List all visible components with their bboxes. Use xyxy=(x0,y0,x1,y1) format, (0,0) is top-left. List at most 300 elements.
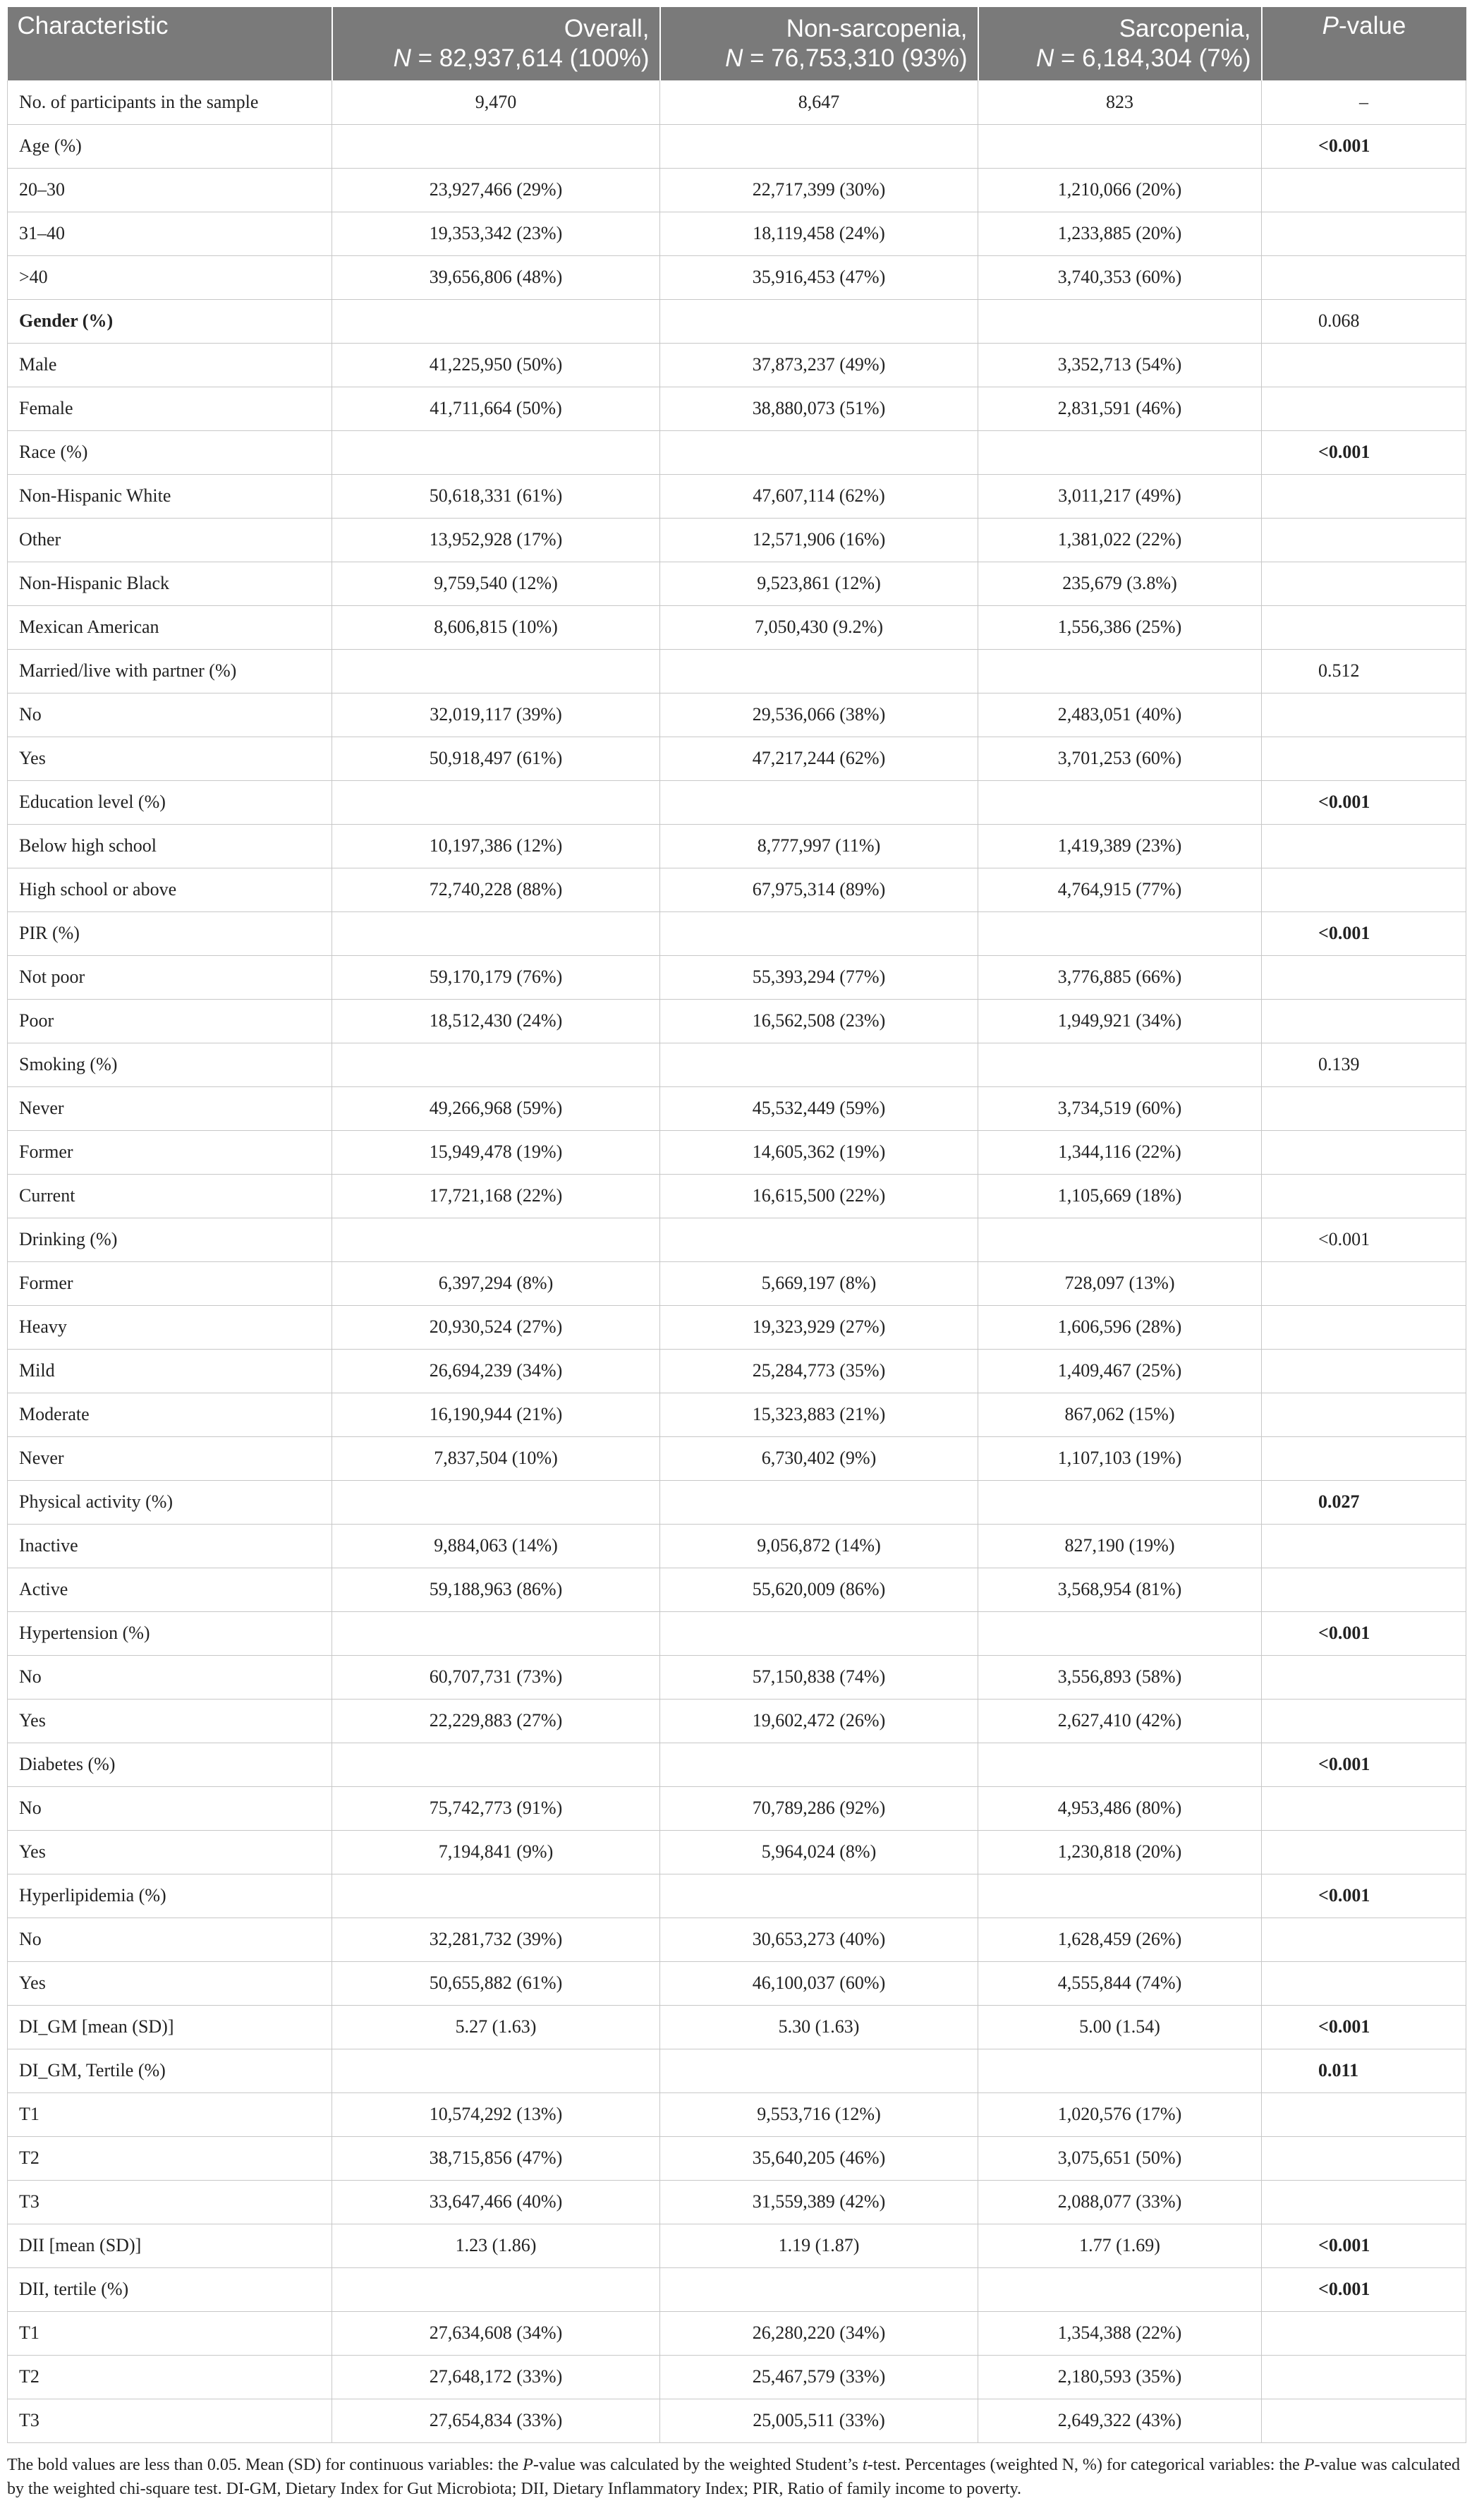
cell-non-sarcopenia: 5,964,024 (8%) xyxy=(660,1830,978,1874)
cell-sarcopenia: 728,097 (13%) xyxy=(978,1261,1262,1305)
row-label: No xyxy=(8,1918,332,1961)
cell-sarcopenia: 2,180,593 (35%) xyxy=(978,2355,1262,2399)
cell-overall: 10,197,386 (12%) xyxy=(332,824,660,868)
cell-p-value: <0.001 xyxy=(1262,124,1466,168)
table-row-category xyxy=(8,1218,1466,1261)
cell-overall: 9,470 xyxy=(332,80,660,124)
cell-sarcopenia: 1,381,022 (22%) xyxy=(978,518,1262,562)
cell-overall: 75,742,773 (91%) xyxy=(332,1786,660,1830)
row-label: Diabetes (%) xyxy=(8,1743,332,1786)
cell-sarcopenia: 3,740,353 (60%) xyxy=(978,255,1262,299)
cell-overall: 15,949,478 (19%) xyxy=(332,1130,660,1174)
row-label: Yes xyxy=(8,1961,332,2005)
cell-p-value xyxy=(1262,1349,1466,1393)
cell-overall: 39,656,806 (48%) xyxy=(332,255,660,299)
cell-sarcopenia: 1,409,467 (25%) xyxy=(978,1349,1262,1393)
row-label: 31–40 xyxy=(8,212,332,255)
row-label: Education level (%) xyxy=(8,780,332,824)
cell-p-value xyxy=(1262,212,1466,255)
row-label: Drinking (%) xyxy=(8,1218,332,1261)
cell-non-sarcopenia: 16,562,508 (23%) xyxy=(660,999,978,1043)
cell-sarcopenia: 1,210,066 (20%) xyxy=(978,168,1262,212)
row-label: Former xyxy=(8,1130,332,1174)
cell-overall: 16,190,944 (21%) xyxy=(332,1393,660,1436)
cell-non-sarcopenia: 14,605,362 (19%) xyxy=(660,1130,978,1174)
cell-sarcopenia: 1,230,818 (20%) xyxy=(978,1830,1262,1874)
row-label: Yes xyxy=(8,737,332,780)
row-label: Poor xyxy=(8,999,332,1043)
row-label: High school or above xyxy=(8,868,332,911)
table-row-category xyxy=(8,2049,1466,2092)
row-label: DII [mean (SD)] xyxy=(8,2224,332,2267)
cell-p-value xyxy=(1262,693,1466,737)
cell-sarcopenia: 1,020,576 (17%) xyxy=(978,2092,1262,2136)
cell-sarcopenia xyxy=(978,2049,1262,2092)
cell-overall: 27,654,834 (33%) xyxy=(332,2399,660,2442)
cell-sarcopenia: 3,352,713 (54%) xyxy=(978,343,1262,387)
cell-overall xyxy=(332,430,660,474)
cell-sarcopenia: 1,354,388 (22%) xyxy=(978,2311,1262,2355)
cell-overall xyxy=(332,1218,660,1261)
cell-p-value: <0.001 xyxy=(1262,911,1466,955)
table-row xyxy=(8,1961,1466,2005)
cell-p-value xyxy=(1262,1918,1466,1961)
table-row xyxy=(8,1130,1466,1174)
cell-overall: 50,655,882 (61%) xyxy=(332,1961,660,2005)
cell-overall: 38,715,856 (47%) xyxy=(332,2136,660,2180)
cell-sarcopenia xyxy=(978,1043,1262,1086)
cell-non-sarcopenia: 8,647 xyxy=(660,80,978,124)
cell-overall: 1.23 (1.86) xyxy=(332,2224,660,2267)
cell-overall: 27,648,172 (33%) xyxy=(332,2355,660,2399)
row-label: Non-Hispanic Black xyxy=(8,562,332,605)
cell-sarcopenia: 1,233,885 (20%) xyxy=(978,212,1262,255)
table-row xyxy=(8,1655,1466,1699)
table-row xyxy=(8,518,1466,562)
cell-p-value xyxy=(1262,1524,1466,1568)
cell-non-sarcopenia: 45,532,449 (59%) xyxy=(660,1086,978,1130)
table-row xyxy=(8,1086,1466,1130)
cell-overall: 6,397,294 (8%) xyxy=(332,1261,660,1305)
table-row xyxy=(8,255,1466,299)
cell-sarcopenia: 2,483,051 (40%) xyxy=(978,693,1262,737)
table-footnote: The bold values are less than 0.05. Mean (SD) for continuous variables: the P-value was calculated by the weighted Student’s t-test. Percentages (weighted N, %) for categorical variables: the P-value was calculated by the weighted chi-square test. DI-GM, Dietary Index for Gut Microbiota; DII, Dietary Inflammatory Index; PIR, Ratio of family income to poverty. xyxy=(7,2455,1461,2498)
cell-overall: 23,927,466 (29%) xyxy=(332,168,660,212)
row-label: Moderate xyxy=(8,1393,332,1436)
cell-non-sarcopenia: 6,730,402 (9%) xyxy=(660,1436,978,1480)
table-row xyxy=(8,2136,1466,2180)
table-row xyxy=(8,343,1466,387)
cell-overall xyxy=(332,649,660,693)
cell-overall: 27,634,608 (34%) xyxy=(332,2311,660,2355)
cell-sarcopenia: 2,649,322 (43%) xyxy=(978,2399,1262,2442)
table-row-category xyxy=(8,649,1466,693)
cell-overall: 72,740,228 (88%) xyxy=(332,868,660,911)
table-row xyxy=(8,562,1466,605)
cell-sarcopenia xyxy=(978,1743,1262,1786)
cell-sarcopenia: 3,011,217 (49%) xyxy=(978,474,1262,518)
cell-p-value: 0.011 xyxy=(1262,2049,1466,2092)
cell-p-value xyxy=(1262,2092,1466,2136)
cell-non-sarcopenia xyxy=(660,911,978,955)
cell-sarcopenia: 1.77 (1.69) xyxy=(978,2224,1262,2267)
table-row xyxy=(8,2180,1466,2224)
cell-overall: 60,707,731 (73%) xyxy=(332,1655,660,1699)
cell-sarcopenia: 3,075,651 (50%) xyxy=(978,2136,1262,2180)
table-row-category xyxy=(8,299,1466,343)
cell-p-value: <0.001 xyxy=(1262,2267,1466,2311)
cell-overall: 49,266,968 (59%) xyxy=(332,1086,660,1130)
cell-sarcopenia: 1,107,103 (19%) xyxy=(978,1436,1262,1480)
cell-sarcopenia xyxy=(978,430,1262,474)
cell-p-value xyxy=(1262,1786,1466,1830)
cell-p-value xyxy=(1262,1261,1466,1305)
row-label: T2 xyxy=(8,2355,332,2399)
row-label: Female xyxy=(8,387,332,430)
table-row xyxy=(8,1786,1466,1830)
table-row xyxy=(8,2092,1466,2136)
table-row xyxy=(8,1393,1466,1436)
row-label: Former xyxy=(8,1261,332,1305)
cell-sarcopenia xyxy=(978,911,1262,955)
cell-p-value xyxy=(1262,1305,1466,1349)
cell-non-sarcopenia: 37,873,237 (49%) xyxy=(660,343,978,387)
table-row xyxy=(8,1918,1466,1961)
table-row xyxy=(8,1830,1466,1874)
cell-overall: 10,574,292 (13%) xyxy=(332,2092,660,2136)
row-label: Never xyxy=(8,1436,332,1480)
cell-overall: 26,694,239 (34%) xyxy=(332,1349,660,1393)
cell-overall: 5.27 (1.63) xyxy=(332,2005,660,2049)
row-label: T1 xyxy=(8,2311,332,2355)
cell-p-value: <0.001 xyxy=(1262,1611,1466,1655)
row-label: Yes xyxy=(8,1699,332,1743)
cell-non-sarcopenia: 70,789,286 (92%) xyxy=(660,1786,978,1830)
cell-sarcopenia: 1,628,459 (26%) xyxy=(978,1918,1262,1961)
cell-overall: 59,188,963 (86%) xyxy=(332,1568,660,1611)
row-label: Male xyxy=(8,343,332,387)
table-row-category xyxy=(8,80,1466,124)
cell-non-sarcopenia: 25,467,579 (33%) xyxy=(660,2355,978,2399)
table-row xyxy=(8,474,1466,518)
cell-sarcopenia: 2,088,077 (33%) xyxy=(978,2180,1262,2224)
cell-non-sarcopenia xyxy=(660,1743,978,1786)
cell-sarcopenia xyxy=(978,124,1262,168)
table-row xyxy=(8,824,1466,868)
cell-non-sarcopenia: 8,777,997 (11%) xyxy=(660,824,978,868)
cell-overall: 59,170,179 (76%) xyxy=(332,955,660,999)
row-label: Yes xyxy=(8,1830,332,1874)
cell-sarcopenia: 3,568,954 (81%) xyxy=(978,1568,1262,1611)
cell-p-value xyxy=(1262,1699,1466,1743)
table-row xyxy=(8,2355,1466,2399)
cell-p-value: <0.001 xyxy=(1262,780,1466,824)
row-label: Not poor xyxy=(8,955,332,999)
cell-p-value xyxy=(1262,1393,1466,1436)
cell-overall: 32,019,117 (39%) xyxy=(332,693,660,737)
cell-non-sarcopenia xyxy=(660,2049,978,2092)
cell-p-value xyxy=(1262,2399,1466,2442)
row-label: Below high school xyxy=(8,824,332,868)
cell-p-value xyxy=(1262,1086,1466,1130)
cell-p-value: <0.001 xyxy=(1262,430,1466,474)
cell-non-sarcopenia: 9,553,716 (12%) xyxy=(660,2092,978,2136)
cell-p-value xyxy=(1262,955,1466,999)
cell-sarcopenia: 1,344,116 (22%) xyxy=(978,1130,1262,1174)
row-label: No xyxy=(8,1655,332,1699)
cell-non-sarcopenia xyxy=(660,1218,978,1261)
cell-overall: 7,194,841 (9%) xyxy=(332,1830,660,1874)
cell-p-value xyxy=(1262,1655,1466,1699)
cell-sarcopenia: 3,701,253 (60%) xyxy=(978,737,1262,780)
cell-overall xyxy=(332,1480,660,1524)
table-row xyxy=(8,868,1466,911)
header-characteristic: Characteristic xyxy=(8,7,332,80)
cell-overall xyxy=(332,124,660,168)
table-container xyxy=(7,7,1466,2501)
cell-non-sarcopenia xyxy=(660,649,978,693)
cell-overall: 7,837,504 (10%) xyxy=(332,1436,660,1480)
row-label: DII, tertile (%) xyxy=(8,2267,332,2311)
cell-non-sarcopenia: 15,323,883 (21%) xyxy=(660,1393,978,1436)
cell-non-sarcopenia xyxy=(660,1480,978,1524)
row-label: Hypertension (%) xyxy=(8,1611,332,1655)
table-row xyxy=(8,387,1466,430)
cell-overall xyxy=(332,1611,660,1655)
cell-overall xyxy=(332,780,660,824)
row-label: No xyxy=(8,1786,332,1830)
cell-p-value xyxy=(1262,1174,1466,1218)
cell-non-sarcopenia: 35,916,453 (47%) xyxy=(660,255,978,299)
cell-non-sarcopenia: 5,669,197 (8%) xyxy=(660,1261,978,1305)
table-row xyxy=(8,1568,1466,1611)
cell-non-sarcopenia: 29,536,066 (38%) xyxy=(660,693,978,737)
cell-p-value xyxy=(1262,2355,1466,2399)
cell-sarcopenia: 867,062 (15%) xyxy=(978,1393,1262,1436)
cell-overall: 50,918,497 (61%) xyxy=(332,737,660,780)
cell-non-sarcopenia xyxy=(660,124,978,168)
header-sarcopenia: Sarcopenia, N = 6,184,304 (7%) xyxy=(978,7,1262,80)
cell-p-value: <0.001 xyxy=(1262,1874,1466,1918)
cell-p-value xyxy=(1262,605,1466,649)
cell-overall: 13,952,928 (17%) xyxy=(332,518,660,562)
row-label: Never xyxy=(8,1086,332,1130)
cell-overall: 41,711,664 (50%) xyxy=(332,387,660,430)
row-label: Active xyxy=(8,1568,332,1611)
cell-p-value: 0.027 xyxy=(1262,1480,1466,1524)
table-row-category xyxy=(8,911,1466,955)
cell-non-sarcopenia: 47,607,114 (62%) xyxy=(660,474,978,518)
cell-overall: 9,759,540 (12%) xyxy=(332,562,660,605)
cell-non-sarcopenia: 9,523,861 (12%) xyxy=(660,562,978,605)
cell-sarcopenia xyxy=(978,1218,1262,1261)
row-label: Current xyxy=(8,1174,332,1218)
cell-overall xyxy=(332,299,660,343)
cell-overall: 22,229,883 (27%) xyxy=(332,1699,660,1743)
table-row xyxy=(8,999,1466,1043)
cell-overall: 41,225,950 (50%) xyxy=(332,343,660,387)
table-row xyxy=(8,1261,1466,1305)
table-row-category xyxy=(8,1611,1466,1655)
cell-sarcopenia xyxy=(978,299,1262,343)
row-label: Mild xyxy=(8,1349,332,1393)
cell-overall xyxy=(332,1874,660,1918)
cell-p-value xyxy=(1262,255,1466,299)
row-label: No xyxy=(8,693,332,737)
row-label: Hyperlipidemia (%) xyxy=(8,1874,332,1918)
row-label: Heavy xyxy=(8,1305,332,1349)
row-label: Smoking (%) xyxy=(8,1043,332,1086)
cell-sarcopenia xyxy=(978,1874,1262,1918)
row-label: Age (%) xyxy=(8,124,332,168)
table-row xyxy=(8,1436,1466,1480)
table-row-category xyxy=(8,1743,1466,1786)
cell-overall: 18,512,430 (24%) xyxy=(332,999,660,1043)
table-row-category xyxy=(8,1874,1466,1918)
table-row xyxy=(8,212,1466,255)
cell-p-value xyxy=(1262,562,1466,605)
row-label: T3 xyxy=(8,2399,332,2442)
cell-overall: 19,353,342 (23%) xyxy=(332,212,660,255)
cell-non-sarcopenia: 5.30 (1.63) xyxy=(660,2005,978,2049)
row-label: 20–30 xyxy=(8,168,332,212)
cell-overall xyxy=(332,1743,660,1786)
cell-overall: 50,618,331 (61%) xyxy=(332,474,660,518)
table-row xyxy=(8,2399,1466,2442)
row-label: Race (%) xyxy=(8,430,332,474)
cell-p-value: – xyxy=(1262,80,1466,124)
cell-sarcopenia xyxy=(978,780,1262,824)
cell-p-value xyxy=(1262,474,1466,518)
table-row xyxy=(8,1305,1466,1349)
cell-sarcopenia: 827,190 (19%) xyxy=(978,1524,1262,1568)
cell-non-sarcopenia: 25,005,511 (33%) xyxy=(660,2399,978,2442)
row-label: >40 xyxy=(8,255,332,299)
cell-sarcopenia: 1,949,921 (34%) xyxy=(978,999,1262,1043)
row-label: Mexican American xyxy=(8,605,332,649)
table-row xyxy=(8,1699,1466,1743)
cell-p-value xyxy=(1262,387,1466,430)
cell-sarcopenia: 1,105,669 (18%) xyxy=(978,1174,1262,1218)
row-label: Physical activity (%) xyxy=(8,1480,332,1524)
table-row xyxy=(8,1174,1466,1218)
row-label: Other xyxy=(8,518,332,562)
row-label: Married/live with partner (%) xyxy=(8,649,332,693)
row-label: T3 xyxy=(8,2180,332,2224)
cell-sarcopenia: 3,734,519 (60%) xyxy=(978,1086,1262,1130)
cell-non-sarcopenia: 18,119,458 (24%) xyxy=(660,212,978,255)
table-row-category xyxy=(8,2005,1466,2049)
table-row xyxy=(8,955,1466,999)
cell-sarcopenia: 3,556,893 (58%) xyxy=(978,1655,1262,1699)
cell-non-sarcopenia xyxy=(660,2267,978,2311)
cell-sarcopenia: 2,627,410 (42%) xyxy=(978,1699,1262,1743)
cell-p-value: 0.512 xyxy=(1262,649,1466,693)
cell-sarcopenia xyxy=(978,1611,1262,1655)
cell-non-sarcopenia xyxy=(660,1874,978,1918)
cell-non-sarcopenia: 19,323,929 (27%) xyxy=(660,1305,978,1349)
cell-sarcopenia: 2,831,591 (46%) xyxy=(978,387,1262,430)
table-row xyxy=(8,737,1466,780)
table-row-category xyxy=(8,1480,1466,1524)
cell-non-sarcopenia: 1.19 (1.87) xyxy=(660,2224,978,2267)
cell-p-value: 0.068 xyxy=(1262,299,1466,343)
row-label: Non-Hispanic White xyxy=(8,474,332,518)
cell-overall: 20,930,524 (27%) xyxy=(332,1305,660,1349)
cell-overall xyxy=(332,2267,660,2311)
cell-p-value xyxy=(1262,1961,1466,2005)
cell-non-sarcopenia xyxy=(660,1611,978,1655)
row-label: DI_GM, Tertile (%) xyxy=(8,2049,332,2092)
cell-sarcopenia: 235,679 (3.8%) xyxy=(978,562,1262,605)
cell-p-value xyxy=(1262,168,1466,212)
cell-sarcopenia: 3,776,885 (66%) xyxy=(978,955,1262,999)
cell-non-sarcopenia: 55,393,294 (77%) xyxy=(660,955,978,999)
cell-non-sarcopenia: 31,559,389 (42%) xyxy=(660,2180,978,2224)
cell-sarcopenia: 823 xyxy=(978,80,1262,124)
cell-non-sarcopenia: 22,717,399 (30%) xyxy=(660,168,978,212)
cell-non-sarcopenia: 46,100,037 (60%) xyxy=(660,1961,978,2005)
cell-overall xyxy=(332,911,660,955)
header-row xyxy=(8,7,1466,80)
cell-non-sarcopenia: 19,602,472 (26%) xyxy=(660,1699,978,1743)
cell-non-sarcopenia: 12,571,906 (16%) xyxy=(660,518,978,562)
cell-p-value xyxy=(1262,824,1466,868)
cell-overall: 32,281,732 (39%) xyxy=(332,1918,660,1961)
table-row-category xyxy=(8,780,1466,824)
cell-p-value: <0.001 xyxy=(1262,1743,1466,1786)
cell-non-sarcopenia xyxy=(660,780,978,824)
cell-non-sarcopenia: 9,056,872 (14%) xyxy=(660,1524,978,1568)
cell-non-sarcopenia: 67,975,314 (89%) xyxy=(660,868,978,911)
cell-p-value xyxy=(1262,2311,1466,2355)
header-overall: Overall, N = 82,937,614 (100%) xyxy=(332,7,660,80)
cell-sarcopenia: 1,556,386 (25%) xyxy=(978,605,1262,649)
cell-p-value xyxy=(1262,1568,1466,1611)
cell-non-sarcopenia: 38,880,073 (51%) xyxy=(660,387,978,430)
cell-overall: 8,606,815 (10%) xyxy=(332,605,660,649)
cell-non-sarcopenia: 25,284,773 (35%) xyxy=(660,1349,978,1393)
cell-non-sarcopenia xyxy=(660,430,978,474)
row-label: PIR (%) xyxy=(8,911,332,955)
cell-p-value: 0.139 xyxy=(1262,1043,1466,1086)
cell-p-value xyxy=(1262,999,1466,1043)
cell-sarcopenia: 4,953,486 (80%) xyxy=(978,1786,1262,1830)
table-row-category xyxy=(8,124,1466,168)
row-label: DI_GM [mean (SD)] xyxy=(8,2005,332,2049)
cell-sarcopenia xyxy=(978,2267,1262,2311)
row-label: Gender (%) xyxy=(8,299,332,343)
cell-sarcopenia xyxy=(978,1480,1262,1524)
table-row-category xyxy=(8,2224,1466,2267)
cell-non-sarcopenia xyxy=(660,299,978,343)
row-label: T1 xyxy=(8,2092,332,2136)
cell-sarcopenia: 4,764,915 (77%) xyxy=(978,868,1262,911)
cell-sarcopenia: 1,419,389 (23%) xyxy=(978,824,1262,868)
cell-p-value xyxy=(1262,343,1466,387)
table-body xyxy=(8,80,1466,2442)
table-row-category xyxy=(8,430,1466,474)
cell-p-value: <0.001 xyxy=(1262,2224,1466,2267)
cell-p-value xyxy=(1262,1130,1466,1174)
cell-p-value: <0.001 xyxy=(1262,2005,1466,2049)
cell-sarcopenia xyxy=(978,649,1262,693)
cell-overall: 17,721,168 (22%) xyxy=(332,1174,660,1218)
row-label: Inactive xyxy=(8,1524,332,1568)
table-header xyxy=(8,7,1466,80)
cell-overall: 9,884,063 (14%) xyxy=(332,1524,660,1568)
cell-sarcopenia: 5.00 (1.54) xyxy=(978,2005,1262,2049)
